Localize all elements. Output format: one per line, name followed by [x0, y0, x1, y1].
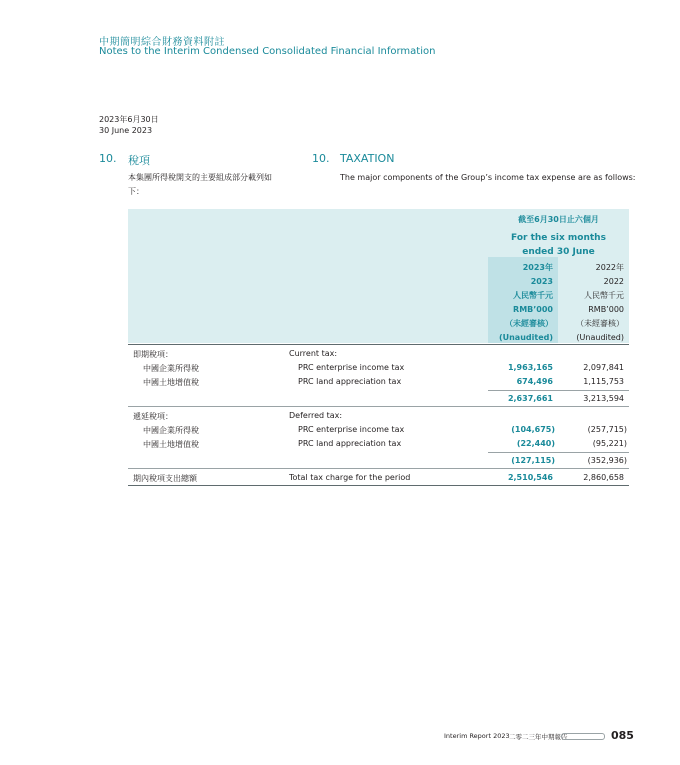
total-rule — [128, 485, 629, 486]
section-desc-zh-line1: 本集團所得稅開支的主要組成部分載列如 — [128, 173, 272, 182]
date-en: 30 June 2023 — [99, 126, 153, 135]
deferred-row-2-2022: (95,221) — [592, 439, 627, 448]
col-2022-status-en: (Unaudited) — [576, 333, 624, 342]
section-title-zh: 稅項 — [128, 154, 150, 167]
deferred-row-2-en: PRC land appreciation tax — [298, 439, 402, 448]
total-2023: 2,510,546 — [507, 473, 553, 482]
current-subtotal-rule — [488, 390, 629, 391]
total-2022: 2,860,658 — [583, 473, 624, 482]
current-subtotal-2022: 3,213,594 — [583, 394, 624, 403]
current-row-2-2023: 674,496 — [516, 377, 553, 386]
footer-divider-pill — [561, 733, 605, 740]
section-desc-en: The major components of the Group’s income tax expense are as follows: — [340, 173, 636, 182]
group-header-en-line1: For the six months — [511, 233, 606, 243]
section-rule-2 — [128, 468, 629, 469]
deferred-row-1-2022: (257,715) — [587, 425, 627, 434]
header-rule — [128, 344, 629, 345]
col-2022-unit-zh: 人民幣千元 — [584, 291, 624, 300]
col-2023-year-zh: 2023年 — [522, 263, 553, 272]
col-2023-unit-en: RMB’000 — [513, 305, 553, 314]
col-2023-status-en: (Unaudited) — [498, 333, 553, 342]
footer-report-zh: 二零二三年中期報告 — [509, 733, 568, 741]
header-title-zh: 中期簡明綜合財務資料附註 — [99, 37, 225, 48]
section-number-zh: 10. — [99, 152, 117, 165]
current-row-1-en: PRC enterprise income tax — [298, 363, 405, 372]
section-title-en: TAXATION — [340, 152, 395, 165]
header-title-en: Notes to the Interim Condensed Consolidated Financial Information — [99, 46, 436, 57]
deferred-subtotal-2022: (352,936) — [587, 456, 627, 465]
section-desc-zh-line2: 下： — [128, 187, 144, 196]
col-2022-status-zh: （未經審核） — [576, 319, 624, 328]
deferred-row-2-zh: 中國土地增值稅 — [143, 440, 199, 449]
section-rule-1 — [128, 406, 629, 407]
col-2022-year: 2022 — [603, 277, 624, 286]
current-tax-label-en: Current tax: — [289, 349, 338, 358]
col-2023-year: 2023 — [530, 277, 553, 286]
date-zh: 2023年6月30日 — [99, 115, 159, 124]
column-header-2022 — [558, 261, 624, 345]
total-label-en: Total tax charge for the period — [289, 473, 411, 482]
group-header-en-line2: ended 30 June — [522, 247, 595, 257]
group-header-zh: 截至6月30日止六個月 — [518, 215, 599, 224]
table-group-header — [488, 213, 629, 259]
footer-report-en: Interim Report 2023 — [444, 732, 510, 740]
current-row-2-en: PRC land appreciation tax — [298, 377, 402, 386]
current-row-1-2023: 1,963,165 — [507, 363, 553, 372]
column-header-2023 — [488, 261, 553, 345]
deferred-row-2-2023: (22,440) — [516, 439, 555, 448]
deferred-row-1-zh: 中國企業所得稅 — [143, 426, 199, 435]
current-row-2-zh: 中國土地增值稅 — [143, 378, 199, 387]
page-number: 085 — [611, 729, 634, 742]
current-tax-label-zh: 即期稅項： — [133, 350, 173, 359]
section-number-en: 10. — [312, 152, 330, 165]
deferred-subtotal-2023: (127,115) — [511, 456, 555, 465]
deferred-row-1-en: PRC enterprise income tax — [298, 425, 405, 434]
deferred-tax-label-en: Deferred tax: — [289, 411, 343, 420]
col-2022-year-zh: 2022年 — [595, 263, 624, 272]
deferred-row-1-2023: (104,675) — [511, 425, 555, 434]
col-2022-unit-en: RMB’000 — [588, 305, 624, 314]
current-row-2-2022: 1,115,753 — [583, 377, 624, 386]
current-row-1-2022: 2,097,841 — [583, 363, 624, 372]
current-row-1-zh: 中國企業所得稅 — [143, 364, 199, 373]
total-label-zh: 期內稅項支出總額 — [133, 474, 197, 483]
section-desc-zh — [128, 171, 272, 199]
deferred-subtotal-rule — [488, 452, 629, 453]
deferred-tax-label-zh: 遞延稅項： — [133, 412, 173, 421]
col-2023-status-zh: （未經審核） — [505, 319, 553, 328]
col-2023-unit-zh: 人民幣千元 — [513, 291, 553, 300]
current-subtotal-2023: 2,637,661 — [507, 394, 553, 403]
